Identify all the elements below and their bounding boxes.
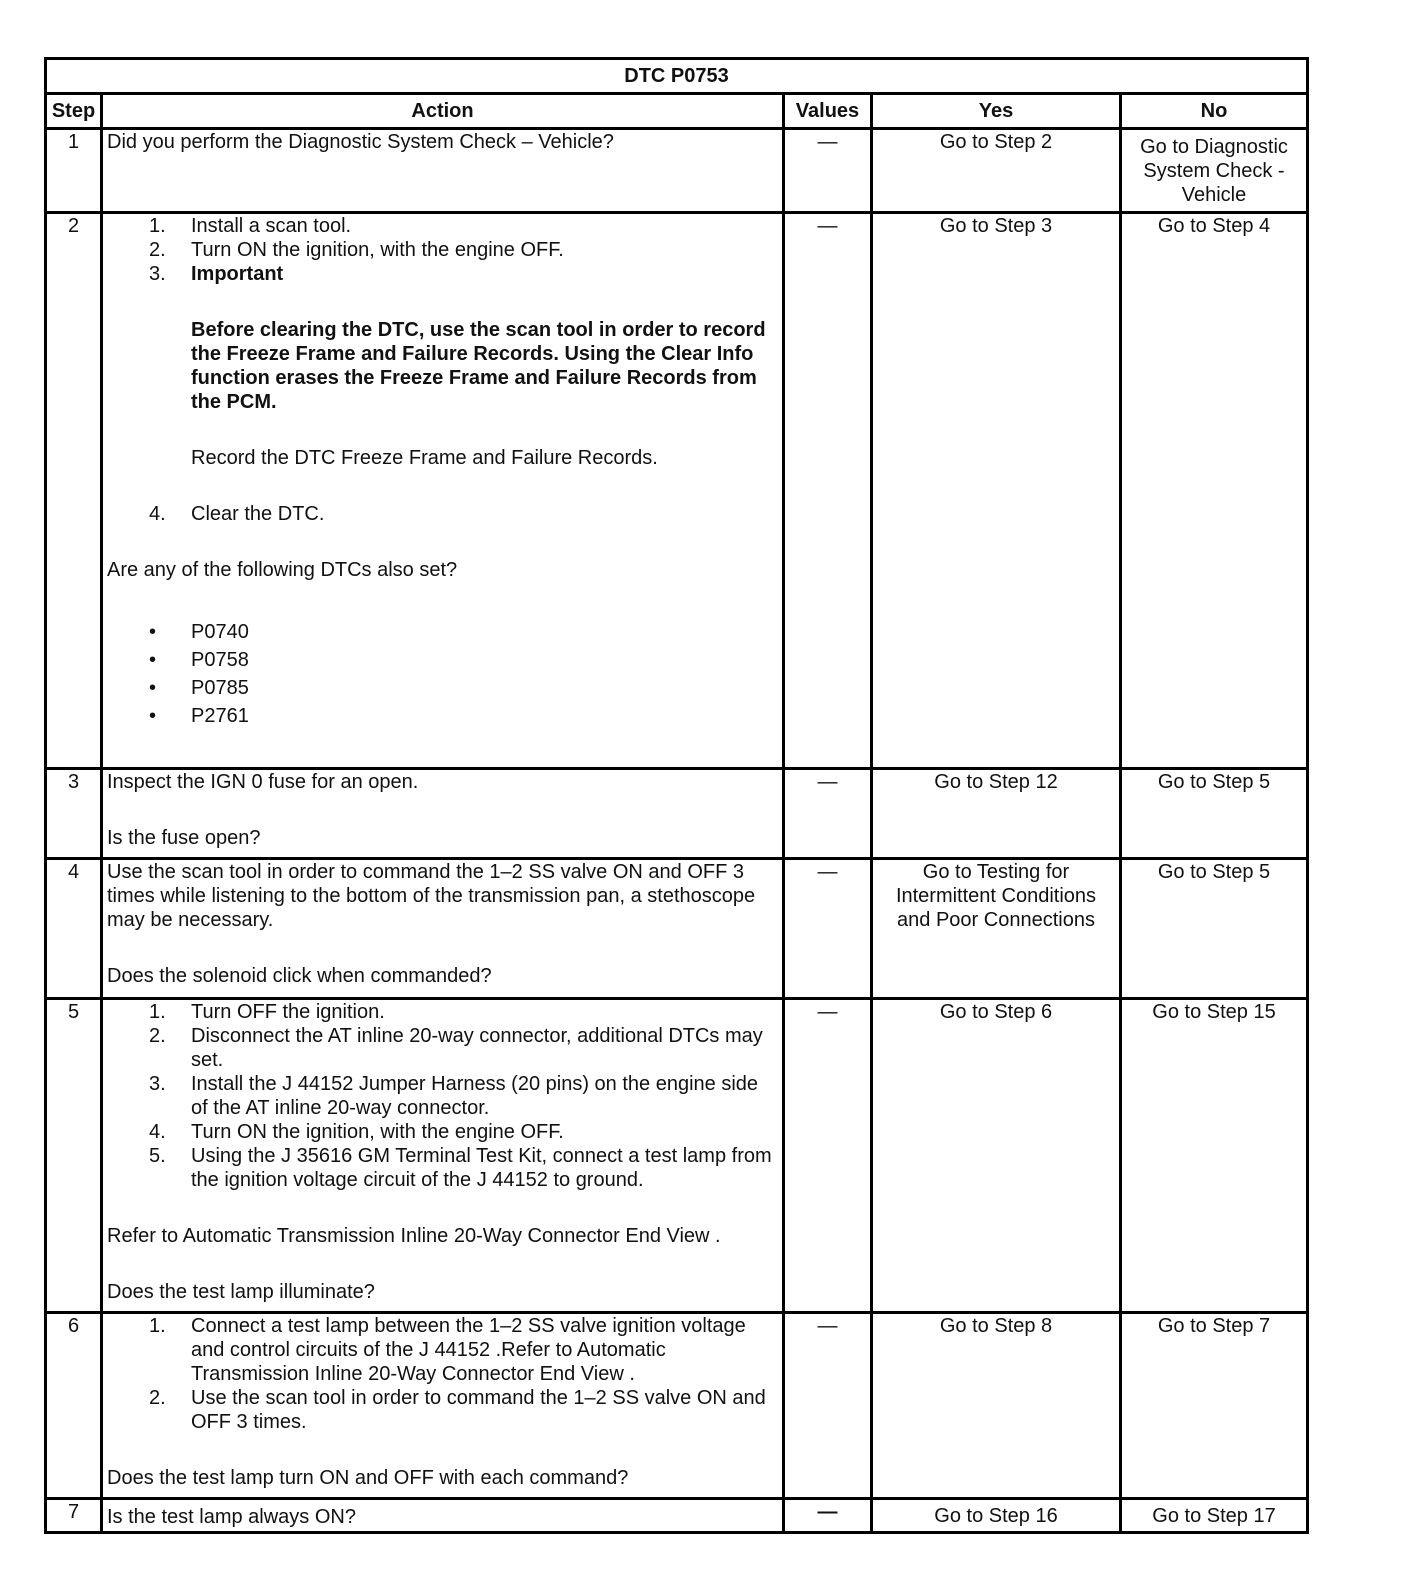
yes-link[interactable]: Go to Step 12	[872, 769, 1121, 859]
yes-link[interactable]: Go to Step 3	[872, 213, 1121, 769]
refer-text: Refer to Automatic Transmission Inline 20-Way Connector End View .	[107, 1225, 721, 1247]
action-cell	[102, 769, 784, 859]
list-item: 1. Turn OFF the ignition.	[149, 1001, 385, 1023]
values-cell: —	[784, 999, 872, 1313]
table-row-step-6	[46, 1313, 1308, 1499]
list-item: • P0758	[191, 646, 778, 674]
header-values: Values	[784, 94, 872, 129]
values-cell: —	[784, 769, 872, 859]
no-link[interactable]: Go to Step 7	[1121, 1313, 1308, 1499]
no-link[interactable]: Go to Step 5	[1121, 859, 1308, 999]
table-row-step-1	[46, 129, 1308, 213]
question-text: Does the test lamp illuminate?	[107, 1281, 375, 1303]
instruction-text: Inspect the IGN 0 fuse for an open.	[107, 771, 419, 793]
question-text: Does the solenoid click when commanded?	[107, 965, 492, 987]
list-item: 4. Clear the DTC.	[149, 503, 325, 525]
step-number: 2	[46, 213, 102, 769]
list-item: 2. Use the scan tool in order to command the 1–2 SS valve ON and OFF 3 times.	[149, 1387, 766, 1433]
yes-link[interactable]: Go to Step 6	[872, 999, 1121, 1313]
table-row-step-2	[46, 213, 1308, 769]
values-cell: —	[784, 859, 872, 999]
important-note: Before clearing the DTC, use the scan tool in order to record the Freeze Frame and Failure Records. Using the Clear Info function erases the Freeze Frame and Failure Records from the PCM.	[191, 319, 766, 413]
procedure-list	[107, 214, 778, 286]
action-cell	[102, 1499, 784, 1533]
question-text: Is the test lamp always ON?	[107, 1505, 356, 1528]
header-step: Step	[46, 94, 102, 129]
no-link[interactable]: Go to Step 4	[1121, 213, 1308, 769]
yes-link[interactable]: Go to Step 16	[872, 1499, 1121, 1533]
list-item: 1. Connect a test lamp between the 1–2 SS valve ignition voltage and control circuits of the J 44152 .Refer to Automatic Transmission Inline 20-Way Connector End View .	[149, 1315, 746, 1385]
list-item: • P0740	[191, 618, 778, 646]
yes-link[interactable]: Go to Step 2	[872, 129, 1121, 213]
dtc-list	[107, 618, 778, 730]
dtc-table	[44, 57, 1309, 1534]
list-item: • P0785	[191, 674, 778, 702]
step-number: 1	[46, 129, 102, 213]
table-row-step-3	[46, 769, 1308, 859]
step-number: 6	[46, 1313, 102, 1499]
list-item: 5. Using the J 35616 GM Terminal Test Kit, connect a test lamp from the ignition voltage circuit of the J 44152 to ground.	[149, 1145, 772, 1191]
list-item: 3. Important	[149, 263, 284, 285]
instruction-text: Use the scan tool in order to command the 1–2 SS valve ON and OFF 3 times while listening to the bottom of the transmission pan, a stethoscope may be necessary.	[107, 861, 756, 931]
values-cell: —	[784, 213, 872, 769]
yes-link[interactable]: Go to Testing for Intermittent Conditions and Poor Connections	[872, 859, 1121, 999]
table-row-step-4	[46, 859, 1308, 999]
values-cell: —	[784, 1499, 872, 1533]
header-action: Action	[102, 94, 784, 129]
action-cell	[102, 129, 784, 213]
record-text: Record the DTC Freeze Frame and Failure Records.	[191, 447, 658, 469]
step-number: 5	[46, 999, 102, 1313]
procedure-list	[107, 1314, 778, 1434]
values-cell: —	[784, 129, 872, 213]
procedure-list	[107, 502, 778, 526]
table-title: DTC P0753	[46, 59, 1308, 94]
list-item: • P2761	[191, 702, 778, 730]
list-item: 3. Install the J 44152 Jumper Harness (20 pins) on the engine side of the AT inline 20-way connector.	[149, 1073, 759, 1119]
table-row-step-7	[46, 1499, 1308, 1533]
action-cell	[102, 859, 784, 999]
no-link[interactable]: Go to Step 17	[1121, 1499, 1308, 1533]
yes-link[interactable]: Go to Step 8	[872, 1313, 1121, 1499]
action-cell	[102, 999, 784, 1313]
question-text: Did you perform the Diagnostic System Check – Vehicle?	[107, 131, 614, 153]
question-text: Is the fuse open?	[107, 827, 261, 849]
procedure-list	[107, 1000, 778, 1192]
step-number: 7	[46, 1499, 102, 1533]
table-row-step-5	[46, 999, 1308, 1313]
no-link[interactable]: Go to Step 15	[1121, 999, 1308, 1313]
step-number: 3	[46, 769, 102, 859]
step-number: 4	[46, 859, 102, 999]
important-label: Important	[191, 263, 284, 285]
list-item: 2. Turn ON the ignition, with the engine OFF.	[149, 239, 564, 261]
list-item: 1. Install a scan tool.	[149, 215, 352, 237]
no-link[interactable]: Go to Diagnostic System Check - Vehicle	[1121, 129, 1308, 213]
header-yes: Yes	[872, 94, 1121, 129]
header-row	[46, 94, 1308, 129]
action-cell	[102, 213, 784, 769]
list-item: 4. Turn ON the ignition, with the engine OFF.	[149, 1121, 564, 1143]
values-cell: —	[784, 1313, 872, 1499]
no-link[interactable]: Go to Step 5	[1121, 769, 1308, 859]
question-text: Does the test lamp turn ON and OFF with each command?	[107, 1467, 629, 1489]
list-item: 2. Disconnect the AT inline 20-way connector, additional DTCs may set.	[149, 1025, 763, 1071]
action-cell	[102, 1313, 784, 1499]
header-no: No	[1121, 94, 1308, 129]
question-text: Are any of the following DTCs also set?	[107, 559, 458, 581]
